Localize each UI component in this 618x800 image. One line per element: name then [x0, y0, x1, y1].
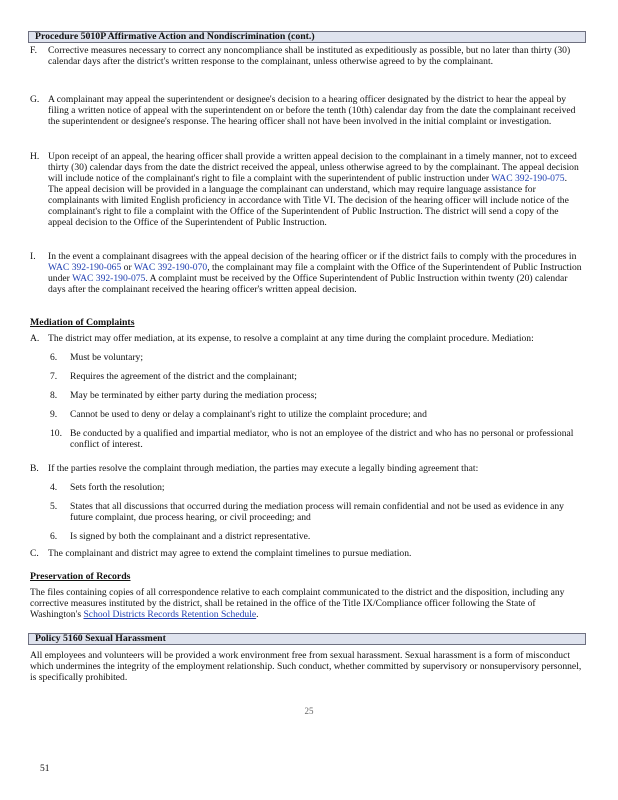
list-text: Must be voluntary;	[70, 352, 144, 363]
list-item	[50, 482, 582, 493]
section-header-5010p	[28, 31, 586, 43]
retention-schedule-link[interactable]: School Districts Records Retention Schedule	[83, 609, 257, 620]
list-item	[50, 390, 582, 401]
item-text-cont: . A complaint must be received by the Office Superintendent of Public Instruction within twenty (20) calendar days after the complainant received the hearing officer's written appeal decision.	[48, 273, 568, 295]
list-number: 9.	[50, 409, 58, 420]
list-text: May be terminated by either party during the mediation process;	[70, 390, 317, 401]
list-number: 5.	[50, 501, 58, 512]
item-text: In the event a complainant disagrees with the appeal decision of the hearing officer or if the district fails to comply with the procedures in	[48, 251, 577, 262]
item-label: I.	[30, 251, 36, 262]
paragraph-h	[30, 151, 582, 228]
list-item	[50, 352, 582, 363]
wac-link-070[interactable]: WAC 392-190-070	[133, 262, 208, 273]
item-text-cont: . The appeal decision will be provided in a language the complainant can understand, which may require language assistance for complainants with limited English proficiency in accordance with Title VI. The decision of the hearing officer will include notice of the complainant's right to file a complaint with the Office of the Superintendent of Public Instruction. The district will send a copy of the appeal decision to the Office of the Superintendent of Public Instruction.	[48, 173, 569, 228]
list-text: Cannot be used to deny or delay a complainant's right to utilize the complaint procedure; and	[70, 409, 427, 420]
mediation-a	[30, 333, 582, 450]
list-item	[50, 371, 582, 382]
list-text: Sets forth the resolution;	[70, 482, 165, 493]
page-number-center: 25	[304, 706, 314, 716]
item-text: A complainant may appeal the superintendent or designee's decision to a hearing officer designated by the district to hear the appeal by filing a written notice of appeal with the superintendent on or before the tenth (10th) calendar day from the date the complainant received the superintendent or designee's response. The hearing officer shall not have been involved in the initial complaint or investigation.	[48, 94, 576, 127]
list-number: 10.	[50, 428, 62, 439]
section-header-5160	[28, 633, 586, 645]
item-label: A.	[30, 333, 40, 344]
wac-link-065[interactable]: WAC 392-190-065	[48, 262, 122, 273]
list-item	[50, 428, 582, 450]
section-title: Procedure 5010P Affirmative Action and Nondiscrimination (cont.)	[35, 31, 315, 42]
list-text: Be conducted by a qualified and impartial mediator, who is not an employee of the district and who has no personal or professional conflict of interest.	[70, 428, 574, 450]
paragraph-g	[30, 94, 582, 127]
item-text: The complainant and district may agree to extend the complaint timelines to pursue mediation.	[48, 548, 412, 559]
list-text: Is signed by both the complainant and a district representative.	[70, 531, 311, 542]
item-label: G.	[30, 94, 40, 105]
preservation-paragraph	[30, 587, 582, 620]
item-text-cont: or	[121, 262, 134, 273]
list-text: States that all discussions that occurred during the mediation process will remain confidential and not be used as evidence in any future complaint, due process hearing, or civil proceeding; and	[70, 501, 564, 523]
mediation-b	[30, 463, 582, 542]
item-text: Corrective measures necessary to correct any noncompliance shall be instituted as expeditiously as possible, but no later than thirty (30) calendar days after the district's written response to the complainant, unless otherwise agreed to by the complainant.	[48, 45, 571, 67]
item-text: If the parties resolve the complaint through mediation, the parties may execute a legally binding agreement that:	[48, 463, 479, 474]
list-number: 4.	[50, 482, 58, 493]
list-number: 6.	[50, 352, 58, 363]
preservation-heading: Preservation of Records	[30, 571, 131, 582]
paragraph-text-end: .	[256, 609, 259, 620]
section-title: Policy 5160 Sexual Harassment	[35, 633, 166, 644]
item-label: F.	[30, 45, 37, 56]
list-number: 7.	[50, 371, 58, 382]
item-text-cont: , the complainant may file a complaint with the Office of the Superintendent of Public Instruction under	[48, 262, 582, 284]
mediation-c	[30, 548, 582, 559]
list-number: 8.	[50, 390, 58, 401]
policy5160-paragraph	[30, 650, 582, 683]
list-text: Requires the agreement of the district and the complainant;	[70, 371, 297, 382]
list-item	[50, 409, 582, 420]
paragraph-f	[30, 45, 582, 67]
item-label: C.	[30, 548, 39, 559]
page-number-left: 51	[40, 764, 50, 774]
item-text: Upon receipt of an appeal, the hearing officer shall provide a written appeal decision to the complainant in a timely manner, not to exceed thirty (30) calendar days from the date the district received the appeal, unless otherwise agreed to by the complainant. The appeal decision will include notice of the complainant's right to file a complaint with the superintendent of public instruction under	[48, 151, 579, 184]
list-number: 6.	[50, 531, 58, 542]
paragraph-i	[30, 251, 582, 295]
list-item	[50, 501, 582, 523]
wac-link[interactable]: WAC 392-190-075	[491, 173, 565, 184]
paragraph-text: All employees and volunteers will be provided a work environment free from sexual harassment. Sexual harassment is a form of misconduct which undermines the integrity of the employment relationship. Such conduct, whether committed by supervisory or nonsupervisory personnel, is specifically prohibited.	[30, 650, 582, 683]
wac-link-075[interactable]: WAC 392-190-075	[72, 273, 146, 284]
mediation-heading: Mediation of Complaints	[30, 317, 135, 328]
item-label: H.	[30, 151, 40, 162]
paragraph-text: The files containing copies of all correspondence relative to each complaint communicated to the district and the disposition, including any corrective measures instituted by the district, shall be retained in the office of the Title IX/Compliance officer following the State of Washington's	[30, 587, 565, 620]
list-item	[50, 531, 582, 542]
item-label: B.	[30, 463, 39, 474]
item-text: The district may offer mediation, at its expense, to resolve a complaint at any time during the complaint procedure. Mediation:	[48, 333, 534, 344]
